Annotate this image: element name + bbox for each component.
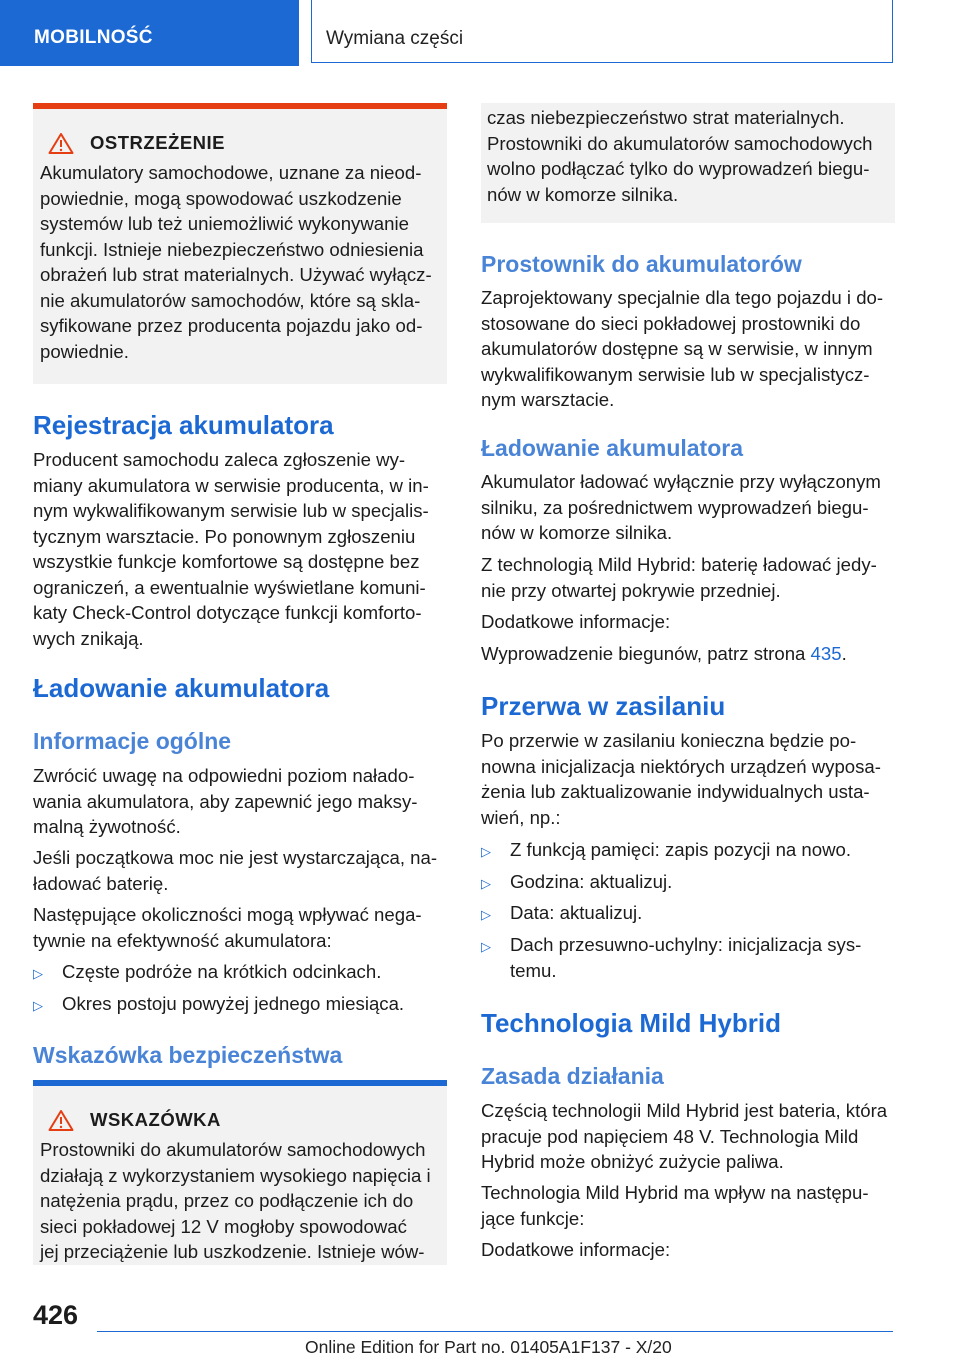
warning-title: OSTRZEŻENIE	[90, 132, 226, 153]
zasada-paragraph-1: Częścią technologii Mild Hybrid jest bateria, która pracuje pod napięciem 48 V. Technologia Mild Hybrid może obniżyć zużycie paliwa.	[481, 1100, 888, 1172]
heading-przerwa: Przerwa w zasilaniu	[481, 691, 726, 721]
warning-triangle-icon	[48, 1109, 74, 1131]
prostownik-text: Zaprojektowany specjalnie dla tego pojazdu i do- stosowane do sieci pokładowej prostowniki do akumulatorów dostępne są w serwisie, w innym wykwalifikowanym serwisie lub w specjalistycz- nym warsztacie.	[481, 287, 884, 410]
zasada-paragraph-3: Dodatkowe informacje:	[481, 1239, 671, 1260]
note-text-continued: czas niebezpieczeństwo strat materialnych. Prostowniki do akumulatorów samochodowych wolno podłączać tylko do wyprowadzeń biegu- nów w komorze silnika.	[487, 107, 873, 205]
note-heading	[40, 1109, 439, 1131]
page-link-435[interactable]: 435	[810, 643, 842, 664]
bullet-triangle-icon: ▷	[33, 998, 43, 1013]
info-paragraph-2: Jeśli początkowa moc nie jest wystarczająca, na- ładować baterię.	[33, 847, 438, 894]
bullet-triangle-icon: ▷	[481, 844, 491, 859]
ladowanie-paragraph-4: Wyprowadzenie biegunów, patrz strona 435.	[481, 643, 847, 664]
info-paragraph-3: Następujące okoliczności mogą wpływać nega- tywnie na efektywność akumulatora:	[33, 904, 422, 951]
section-tab	[0, 0, 299, 66]
list-item: ▷ Data: aktualizuj.	[481, 900, 642, 928]
info-paragraph-1: Zwrócić uwagę na odpowiedni poziom nałado- wania akumulatora, aby zapewnić jego maksy- malną żywotność.	[33, 765, 418, 837]
note-text: Prostowniki do akumulatorów samochodowych działają z wykorzystaniem wysokiego napięcia i natężenia prądu, przez co podłączenie ich do sieci pokładowej 12 V mogłoby spowodować jej przeciążenie lub uszkodzenie. Istnieje wów-	[40, 1139, 431, 1262]
topic-header	[311, 0, 893, 63]
list-item: ▷ Częste podróże na krótkich odcinkach.	[33, 959, 381, 987]
heading-wskazowka: Wskazówka bezpieczeństwa	[33, 1042, 343, 1068]
przerwa-text: Po przerwie w zasilaniu konieczna będzie po- nowna inicjalizacja niektórych urządzeń wyposa- żenia lub zaktualizowanie indywidualnych usta- wień, np.:	[481, 730, 881, 828]
warning-text: Akumulatory samochodowe, uznane za nieod- powiednie, mogą spowodować uszkodzenie systemów lub też uniemożliwić wykonywanie funkcji. Istnieje niebezpieczeństwo odniesienia obrażeń lub strat materialnych. Używać wyłącz- nie akumulatorów samochodów, które są skla- syfikowane przez producenta pojazdu jako od- powiednie.	[40, 162, 432, 362]
page-number: 426	[33, 1300, 79, 1330]
footer-divider	[97, 1331, 893, 1332]
heading-zasada: Zasada działania	[481, 1063, 664, 1089]
note-title: WSKAZÓWKA	[90, 1109, 221, 1130]
heading-ladowanie: Ładowanie akumulatora	[33, 673, 330, 703]
topic-title: Wymiana części	[326, 28, 464, 49]
warning-heading	[40, 132, 439, 154]
ladowanie-paragraph-1: Akumulator ładować wyłącznie przy wyłączonym silniku, za pośrednictwem wyprowadzeń biegu- nów w komorze silnika.	[481, 471, 881, 543]
zasada-paragraph-2: Technologia Mild Hybrid ma wpływ na następu- jące funkcje:	[481, 1182, 869, 1229]
edition-text: Online Edition for Part no. 01405A1F137 - X/20	[305, 1337, 672, 1357]
note-box-continued	[481, 103, 895, 223]
bullet-triangle-icon: ▷	[481, 876, 491, 891]
warning-box	[33, 103, 447, 384]
heading-informacje: Informacje ogólne	[33, 728, 232, 754]
heading-prostownik: Prostownik do akumulatorów	[481, 251, 802, 277]
note-box	[33, 1080, 447, 1265]
ladowanie-paragraph-3: Dodatkowe informacje:	[481, 611, 671, 632]
bullet-triangle-icon: ▷	[481, 907, 491, 922]
list-item: ▷ Okres postoju powyżej jednego miesiąca.	[33, 991, 404, 1019]
heading-ladowanie-2: Ładowanie akumulatora	[481, 435, 744, 461]
rejestracja-text: Producent samochodu zaleca zgłoszenie wy- miany akumulatora w serwisie producenta, w in- nym wykwalifikowanym serwisie lub w specjalis- tycznym warsztacie. Po ponownym zgłoszeniu wszystkie funkcje komfortowe są dostępne bez ograniczeń, a ewentualnie wyświetlane komuni- katy Check-Control dotyczące funkcji komforto- wych znikają.	[33, 449, 429, 649]
list-item: ▷ Z funkcją pamięci: zapis pozycji na nowo.	[481, 837, 851, 865]
heading-rejestracja: Rejestracja akumulatora	[33, 410, 334, 440]
bullet-triangle-icon: ▷	[33, 966, 43, 981]
bullet-triangle-icon: ▷	[481, 939, 491, 954]
section-title: MOBILNOŚĆ	[34, 27, 153, 48]
ladowanie-paragraph-2: Z technologią Mild Hybrid: baterię ładować jedy- nie przy otwartej pokrywie przedniej.	[481, 554, 877, 601]
list-item: ▷ Dach przesuwno-uchylny: inicjalizacja sys- temu.	[481, 932, 861, 983]
warning-triangle-icon	[48, 132, 74, 154]
heading-mild-hybrid: Technologia Mild Hybrid	[481, 1008, 781, 1038]
list-item: ▷ Godzina: aktualizuj.	[481, 869, 672, 897]
